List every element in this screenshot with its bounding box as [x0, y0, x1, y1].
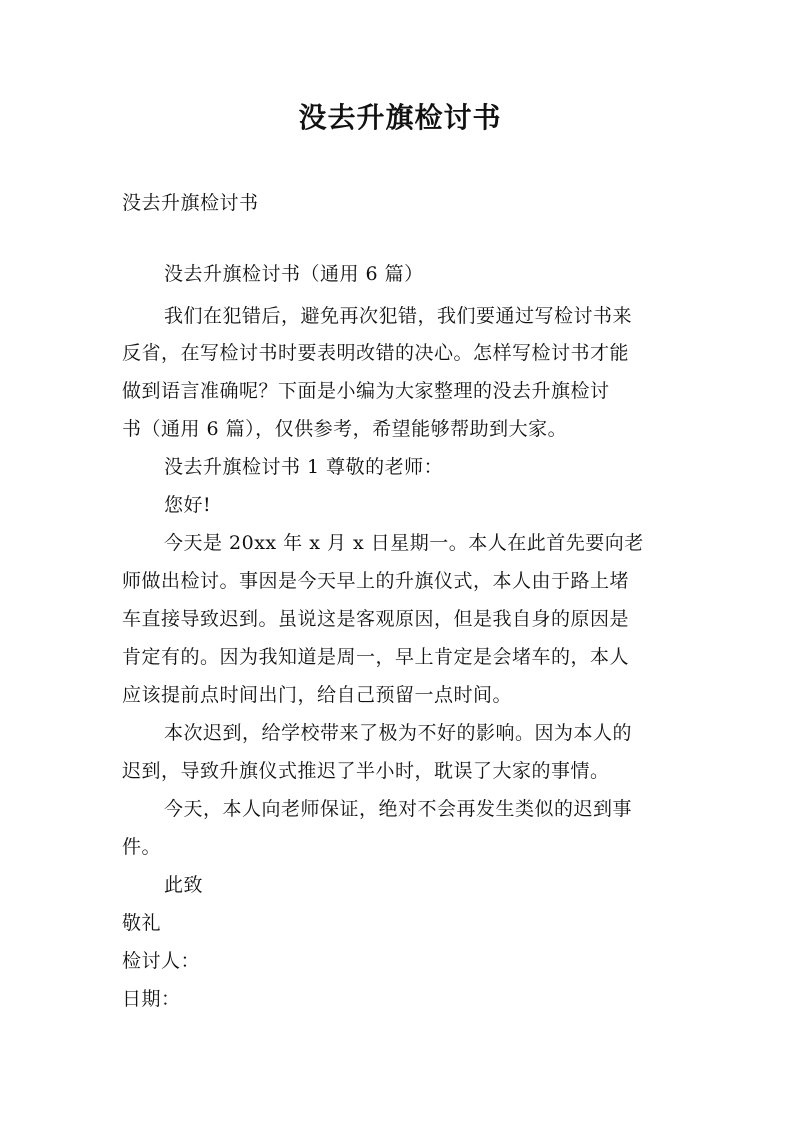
intro-line-1: 我们在犯错后，避免再次犯错，我们要通过写检讨书来 [164, 305, 633, 327]
intro-line-4: 书（通用 6 篇），仅供参考，希望能够帮助到大家。 [122, 418, 568, 440]
salute: 敬礼 [122, 912, 162, 934]
paragraph-1-line-5: 应该提前点时间出门，给自己预留一点时间。 [122, 684, 513, 706]
paragraph-3-line-1: 今天，本人向老师保证，绝对不会再发生类似的迟到事 [164, 798, 633, 820]
paragraph-2-line-2: 迟到，导致升旗仪式推迟了半小时，耽误了大家的事情。 [122, 760, 610, 782]
paragraph-3-line-2: 件。 [122, 836, 162, 858]
paragraph-1-line-4: 肯定有的。因为我知道是周一，早上肯定是会堵车的，本人 [122, 646, 630, 668]
date-label: 日期： [122, 988, 181, 1010]
paragraph-2-line-1: 本次迟到，给学校带来了极为不好的影响。因为本人的 [164, 722, 633, 744]
paragraph-1-line-2: 师做出检讨。事因是今天早上的升旗仪式，本人由于路上堵 [122, 570, 630, 592]
paragraph-1-line-3: 车直接导致迟到。虽说这是客观原因，但是我自身的原因是 [122, 608, 630, 630]
document-title: 没去升旗检讨书 [298, 101, 502, 134]
document-subtitle: 没去升旗检讨书 [122, 192, 259, 214]
signer-label: 检讨人： [122, 950, 201, 972]
intro-line-2: 反省，在写检讨书时要表明改错的决心。怎样写检讨书才能 [122, 342, 630, 364]
paragraph-1-line-1: 今天是 20xx 年 x 月 x 日星期一。本人在此首先要向老 [164, 532, 644, 554]
section-title: 没去升旗检讨书 1 尊敬的老师： [164, 456, 444, 478]
document-heading: 没去升旗检讨书（通用 6 篇） [164, 263, 424, 285]
intro-line-3: 做到语言准确呢？下面是小编为大家整理的没去升旗检讨 [122, 380, 610, 402]
closing: 此致 [164, 874, 204, 896]
greeting: 您好! [164, 494, 212, 516]
